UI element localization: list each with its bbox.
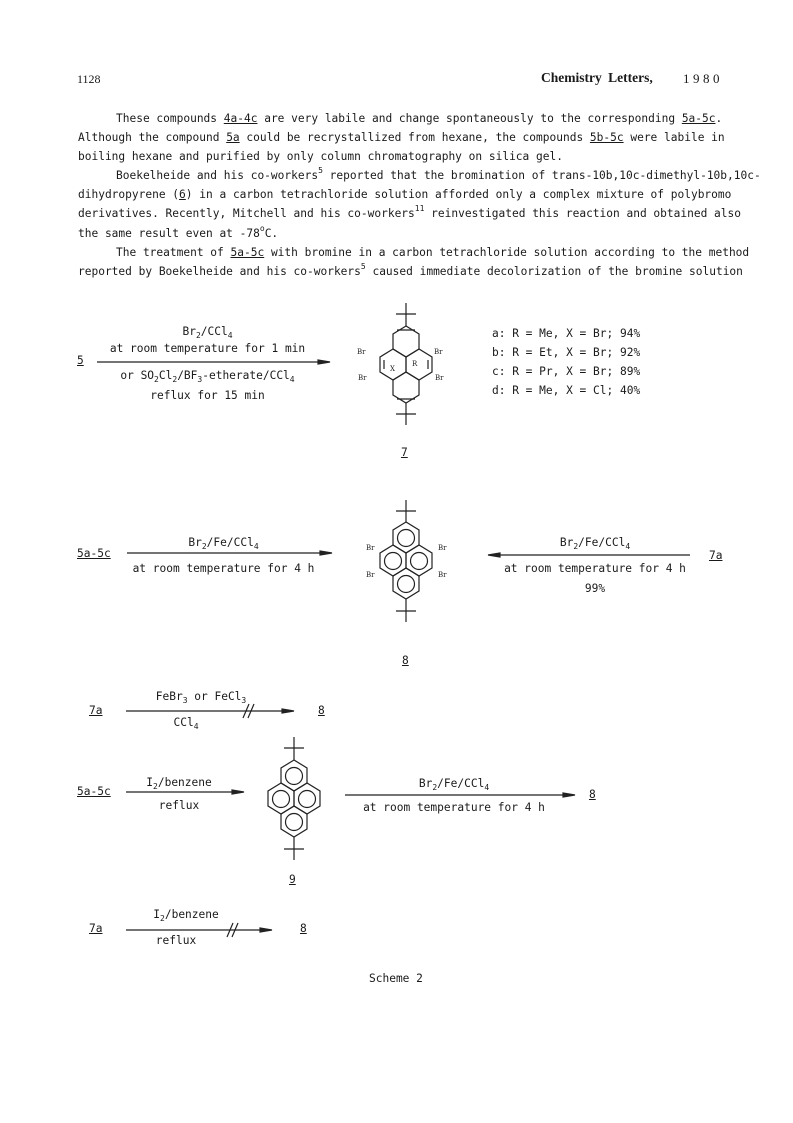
atom-label: Br: [438, 544, 447, 552]
solvent-label: CCl$_4$: [173, 716, 199, 731]
text-line: boiling hexane and purified by only column chromatography on silica gel.: [78, 150, 563, 164]
atom-label: Br: [435, 374, 444, 382]
compound-label: 8: [300, 922, 307, 935]
compound-label: 7a: [709, 549, 723, 562]
atom-label: Br: [366, 544, 375, 552]
variant-item: a: R = Me, X = Br; 94%: [492, 327, 641, 340]
condition-label: at room temperature for 4 h: [504, 562, 686, 575]
variant-item: d: R = Me, X = Cl; 40%: [492, 384, 641, 397]
arrow-head: [563, 793, 575, 797]
reagent-label: $I_2$/benzene: [146, 776, 212, 791]
compound-label: 5a-5c: [77, 785, 111, 798]
variant-item: c: R = Pr, X = Br; 89%: [492, 365, 641, 378]
reagent-label: $Br_2/Fe/CCl_4$: [418, 777, 490, 792]
arrow-head: [282, 709, 294, 713]
text-line: reported by Boekelheide and his co-workers$^5$ caused immediate decolorization of the bromine solution: [78, 262, 743, 279]
atom-label: Br: [357, 348, 366, 356]
arrow-head: [260, 928, 272, 932]
atom-label: Br: [366, 571, 375, 579]
compound-label: 5a-5c: [77, 547, 111, 560]
journal-name: Chemistry Letters,: [541, 70, 653, 85]
text-line: derivatives. Recently, Mitchell and his co-workers$^{11}$ reinvestigated this reaction and obtained also: [78, 204, 741, 221]
atom-label: Br: [358, 374, 367, 382]
compound-label: 5: [77, 354, 84, 367]
text-line: Boekelheide and his co-workers$^5$ reported that the bromination of trans-10b,10c-dimethyl-10b,10c-: [116, 166, 761, 182]
compound-label: 7a: [89, 704, 103, 717]
arrow-head: [488, 553, 500, 557]
reagent-label: FeBr$_3$ or FeCl$_3$: [155, 690, 247, 705]
compound-8-structure: [380, 500, 432, 622]
compound-label: 8: [402, 654, 409, 667]
condition-label: at room temperature for 1 min: [109, 342, 306, 355]
condition-label: at room temperature for 4 h: [363, 801, 545, 814]
text-line: These compounds 4a-4c are very labile and change spontaneously to the corresponding 5a-5c.: [116, 112, 723, 125]
condition-label: reflux for 15 min: [150, 389, 265, 402]
variant-item: b: R = Et, X = Br; 92%: [492, 346, 641, 359]
compound-label: 9: [289, 873, 296, 886]
compound-label: 7: [401, 446, 408, 459]
compound-label: 7a: [89, 922, 103, 935]
atom-label: Br: [438, 571, 447, 579]
text-line: the same result even at -78$^o$C.: [78, 223, 279, 240]
condition-label: reflux: [158, 799, 200, 812]
compound-label: 8: [589, 788, 596, 801]
reagent-label: $Br_2/Fe/CCl_4$: [559, 536, 631, 551]
text-line: Although the compound 5a could be recrystallized from hexane, the compounds 5b-5c were labile in: [78, 131, 725, 145]
text-line: dihydropyrene (6) in a carbon tetrachloride solution afforded only a complex mixture of polybromo: [78, 188, 732, 202]
condition-label: reflux: [155, 934, 197, 947]
compound-9-structure: [268, 737, 320, 860]
reagent-label: $I_2$/benzene: [153, 908, 219, 923]
atom-label: X: [390, 365, 395, 373]
page-number: 1128: [77, 72, 101, 86]
arrow-head: [232, 790, 244, 794]
reagent-label: $Br_2/CCl_4$: [182, 325, 233, 340]
arrow-head: [318, 360, 330, 364]
atom-label: R: [412, 360, 418, 368]
compound-label: 8: [318, 704, 325, 717]
text-line: The treatment of 5a-5c with bromine in a carbon tetrachloride solution according to the method: [116, 246, 750, 259]
scheme-caption: Scheme 2: [369, 972, 423, 985]
condition-label: at room temperature for 4 h: [132, 562, 315, 575]
yield-label: 99%: [584, 582, 606, 595]
compound-7-structure: [380, 303, 432, 425]
atom-label: Br: [434, 348, 443, 356]
arrow-head: [320, 551, 332, 555]
reagent-label: $Br_2/Fe/CCl_4$: [188, 536, 259, 551]
journal-year: 1980: [683, 71, 723, 86]
variants-list: [492, 324, 640, 400]
reagent-label: or $SO_2Cl_2/BF_3-etherate/CCl_4$: [120, 369, 295, 384]
